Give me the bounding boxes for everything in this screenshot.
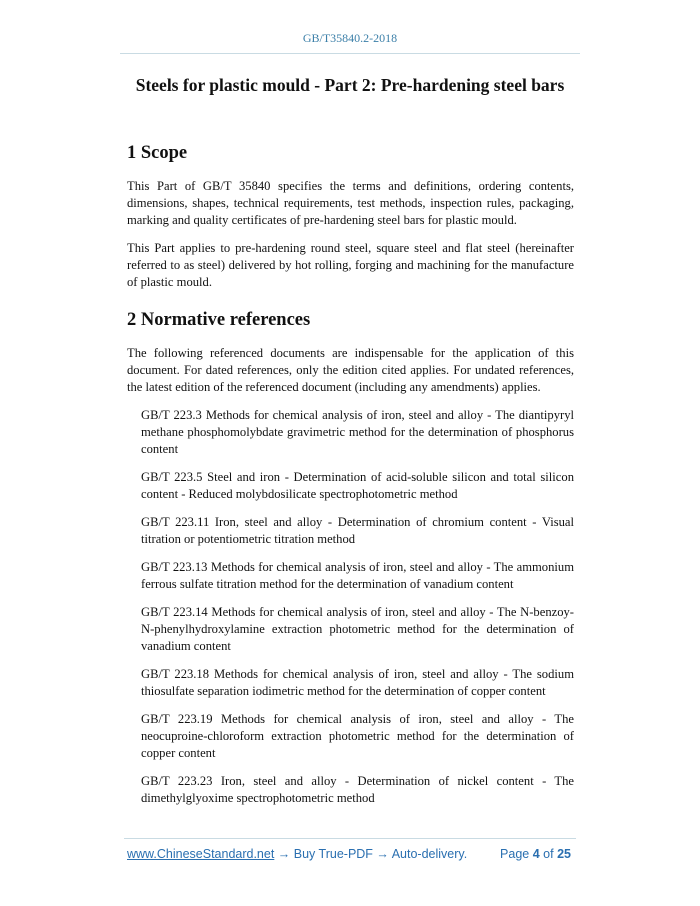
of-label: of	[543, 847, 554, 861]
reference-item: GB/T 223.18 Methods for chemical analysis of iron, steel and alloy - The sodium thiosulfate separation iodimetric method for the determination of copper content	[141, 667, 574, 698]
reference-item: GB/T 223.13 Methods for chemical analysis of iron, steel and alloy - The ammonium ferrous sulfate titration method for the determination of vanadium content	[141, 560, 574, 591]
footer-tagline: → Buy True-PDF → Auto-delivery.	[274, 847, 468, 861]
page-footer	[127, 847, 571, 861]
paragraph: The following referenced documents are indispensable for the application of this document. For dated references, only the edition cited applies. For undated references, the latest edition of the referenced document (including any amendments) applies.	[127, 346, 574, 394]
reference-item: GB/T 223.3 Methods for chemical analysis of iron, steel and alloy - The diantipyryl methane phosphomolybdate gravimetric method for the determination of phosphorus content	[141, 408, 574, 456]
footer-divider	[124, 838, 576, 839]
total-pages: 25	[557, 847, 571, 861]
chinesestandard-link[interactable]: www.ChineseStandard.net	[127, 847, 275, 861]
reference-item: GB/T 223.11 Iron, steel and alloy - Determination of chromium content - Visual titration or potentiometric titration method	[141, 515, 574, 546]
document-id-header: GB/T35840.2-2018	[302, 31, 398, 45]
paragraph: This Part of GB/T 35840 specifies the terms and definitions, ordering contents, dimensions, shapes, technical requirements, test methods, inspection rules, packaging, marking and quality certificates of pre-hardening steel bars for plastic mould.	[127, 179, 574, 227]
header-divider	[120, 53, 580, 54]
page-label: Page	[500, 847, 530, 861]
section-heading-scope: 1 Scope	[127, 143, 188, 163]
paragraph: This Part applies to pre-hardening round steel, square steel and flat steel (hereinafter referred to as steel) delivered by hot rolling, forging and machining for the manufacture of plastic mould.	[127, 241, 574, 289]
page-indicator	[500, 847, 571, 861]
reference-item: GB/T 223.19 Methods for chemical analysis of iron, steel and alloy - The neocuproine-chloroform extraction photometric method for the determination of copper content	[141, 712, 574, 760]
document-body	[127, 142, 574, 818]
reference-item: GB/T 223.14 Methods for chemical analysis of iron, steel and alloy - The N-benzoy-N-phenylhydroxylamine extraction photometric method for the determination of vanadium content	[141, 605, 574, 653]
document-title: Steels for plastic mould - Part 2: Pre-hardening steel bars	[135, 75, 565, 95]
section-heading-normative-references: 2 Normative references	[127, 310, 311, 330]
page-number: 4	[532, 847, 540, 861]
reference-item: GB/T 223.23 Iron, steel and alloy - Determination of nickel content - The dimethylglyoxime spectrophotometric method	[141, 774, 574, 805]
reference-item: GB/T 223.5 Steel and iron - Determination of acid-soluble silicon and total silicon content - Reduced molybdosilicate spectrophotometric method	[141, 470, 574, 501]
